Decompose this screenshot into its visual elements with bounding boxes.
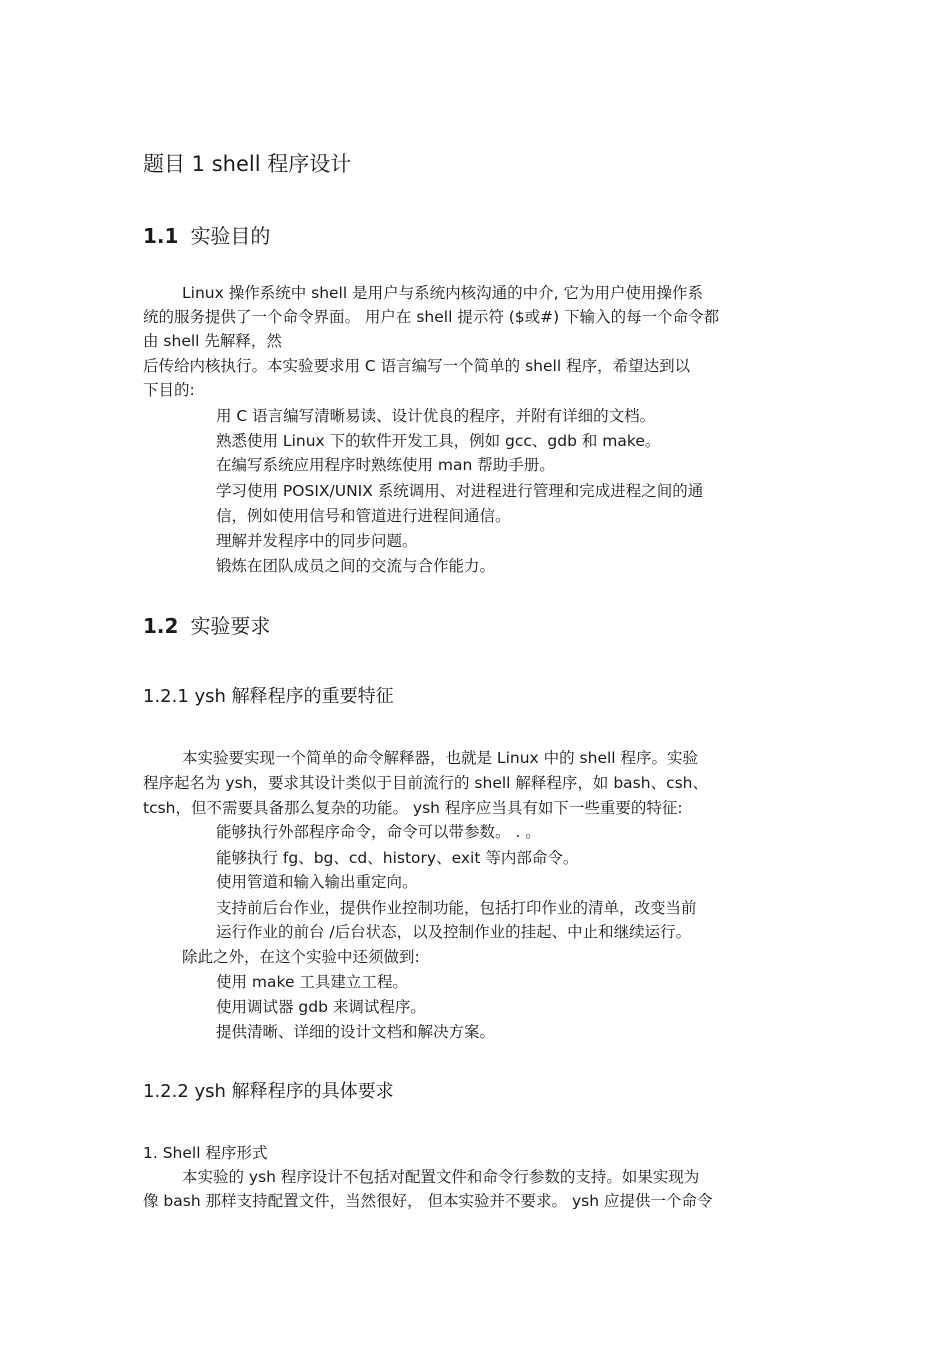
paragraph-line: 统的服务提供了一个命令界面。 用户在 shell 提示符 ($或#) 下输入的每一个命令都 <box>143 308 720 326</box>
section-1-2-heading <box>143 612 270 640</box>
list-item: 使用管道和输入输出重定向。 <box>216 873 418 891</box>
section-1-2-2-heading: 1.2.2 ysh 解释程序的具体要求 <box>143 1081 394 1102</box>
section-1-1-heading <box>143 222 270 250</box>
paragraph-line: 本实验的 ysh 程序设计不包括对配置文件和命令行参数的支持。如果实现为 <box>182 1168 700 1186</box>
document-title: 题目 1 shell 程序设计 <box>143 152 352 176</box>
paragraph-line: tcsh，但不需要具备那么复杂的功能。 ysh 程序应当具有如下一些重要的特征: <box>143 799 683 817</box>
list-item: 支持前后台作业，提供作业控制功能，包括打印作业的清单，改变当前 <box>216 899 697 917</box>
paragraph-line: 程序起名为 ysh，要求其设计类似于目前流行的 shell 解释程序，如 bash、csh、 <box>143 774 708 792</box>
paragraph-line: 由 shell 先解释，然 <box>143 332 282 350</box>
list-item: 锻炼在团队成员之间的交流与合作能力。 <box>216 557 496 575</box>
list-item: 能够执行 fg、bg、cd、history、exit 等内部命令。 <box>216 849 579 867</box>
section-number: 1.1 <box>143 224 179 248</box>
paragraph-line: 后传给内核执行。本实验要求用 C 语言编写一个简单的 shell 程序，希望达到以 <box>143 357 691 375</box>
section-title: 实验要求 <box>190 614 271 638</box>
list-item: 信，例如使用信号和管道进行进程间通信。 <box>216 507 511 525</box>
list-item: 学习使用 POSIX/UNIX 系统调用、对进程进行管理和完成进程之间的通 <box>216 482 704 500</box>
list-item: 使用 make 工具建立工程。 <box>216 973 408 991</box>
list-item: 理解并发程序中的同步问题。 <box>216 532 418 550</box>
paragraph-line: Linux 操作系统中 shell 是用户与系统内核沟通的中介, 它为用户使用操作系 <box>182 284 703 302</box>
list-item: 用 C 语言编写清晰易读、设计优良的程序，并附有详细的文档。 <box>216 407 656 425</box>
list-item: 熟悉使用 Linux 下的软件开发工具，例如 gcc、gdb 和 make。 <box>216 432 661 450</box>
section-1-2-1-heading: 1.2.1 ysh 解释程序的重要特征 <box>143 686 394 707</box>
section-number: 1.2 <box>143 614 179 638</box>
section-title: 实验目的 <box>190 224 271 248</box>
list-item: 能够执行外部程序命令，命令可以带参数。 . 。 <box>216 823 541 841</box>
list-item: 提供清晰、详细的设计文档和解决方案。 <box>216 1023 496 1041</box>
list-item: 运行作业的前台 /后台状态，以及控制作业的挂起、中止和继续运行。 <box>216 923 692 941</box>
paragraph-line: 除此之外，在这个实验中还须做到: <box>182 948 420 966</box>
list-item: 在编写系统应用程序时熟练使用 man 帮助手册。 <box>216 456 555 474</box>
subsection-heading: 1. Shell 程序形式 <box>143 1144 268 1162</box>
paragraph-line: 像 bash 那样支持配置文件，当然很好， 但本实验并不要求。 ysh 应提供一个命令 <box>143 1192 713 1210</box>
list-item: 使用调试器 gdb 来调试程序。 <box>216 998 426 1016</box>
paragraph-line: 本实验要实现一个简单的命令解释器，也就是 Linux 中的 shell 程序。实验 <box>182 749 699 767</box>
paragraph-line: 下目的: <box>143 381 195 399</box>
